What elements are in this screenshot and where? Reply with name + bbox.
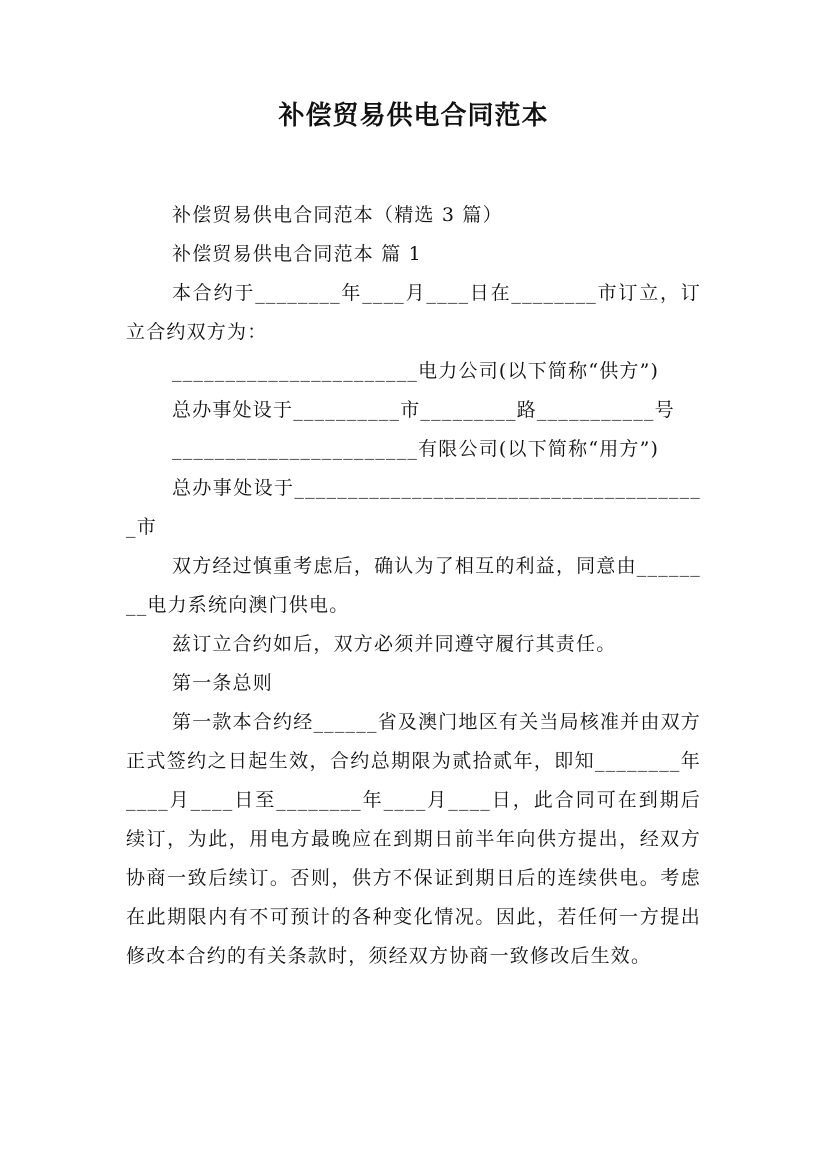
subtitle-article-1: 补偿贸易供电合同范本 篇 1 — [172, 243, 422, 265]
contract-intro-paragraph: 本合约于________年____月____日在________市订立，订立合约双方为： — [126, 282, 701, 343]
document-title: 补偿贸易供电合同范本 — [278, 101, 549, 131]
supplier-party-line: _______________________电力公司(以下简称“供方”) — [172, 360, 660, 382]
agreement-paragraph: 双方经过慎重考虑后，确认为了相互的利益，同意由________电力系统向澳门供电。 — [126, 555, 701, 616]
obligation-paragraph: 兹订立合约如后，双方必须并同遵守履行其责任。 — [172, 633, 617, 655]
clause-1-paragraph: 第一款本合约经______省及澳门地区有关当局核准并由双方正式签约之日起生效，合约总期限为贰拾贰年，即知________年____月____日至________年____月____日，此合同可在到期后续订，为此，用电方最晚应在到期日前半年向供方提出，经双方协商一致后续订。否则，供方不保证到期日后的连续供电。考虑在此期限内有不可预计的各种变化情况。因此，若任何一方提出修改本合约的有关条款时，须经双方协商一致修改后生效。 — [126, 711, 701, 967]
user-address-line: 总办事处设于_______________________________________市 — [126, 477, 701, 538]
user-party-line: _______________________有限公司(以下简称“用方”) — [172, 438, 660, 460]
supplier-address-line: 总办事处设于__________市_________路___________号 — [172, 399, 675, 421]
subtitle-selected: 补偿贸易供电合同范本（精选 3 篇） — [172, 204, 503, 226]
section-heading-general: 第一条总则 — [172, 672, 274, 694]
